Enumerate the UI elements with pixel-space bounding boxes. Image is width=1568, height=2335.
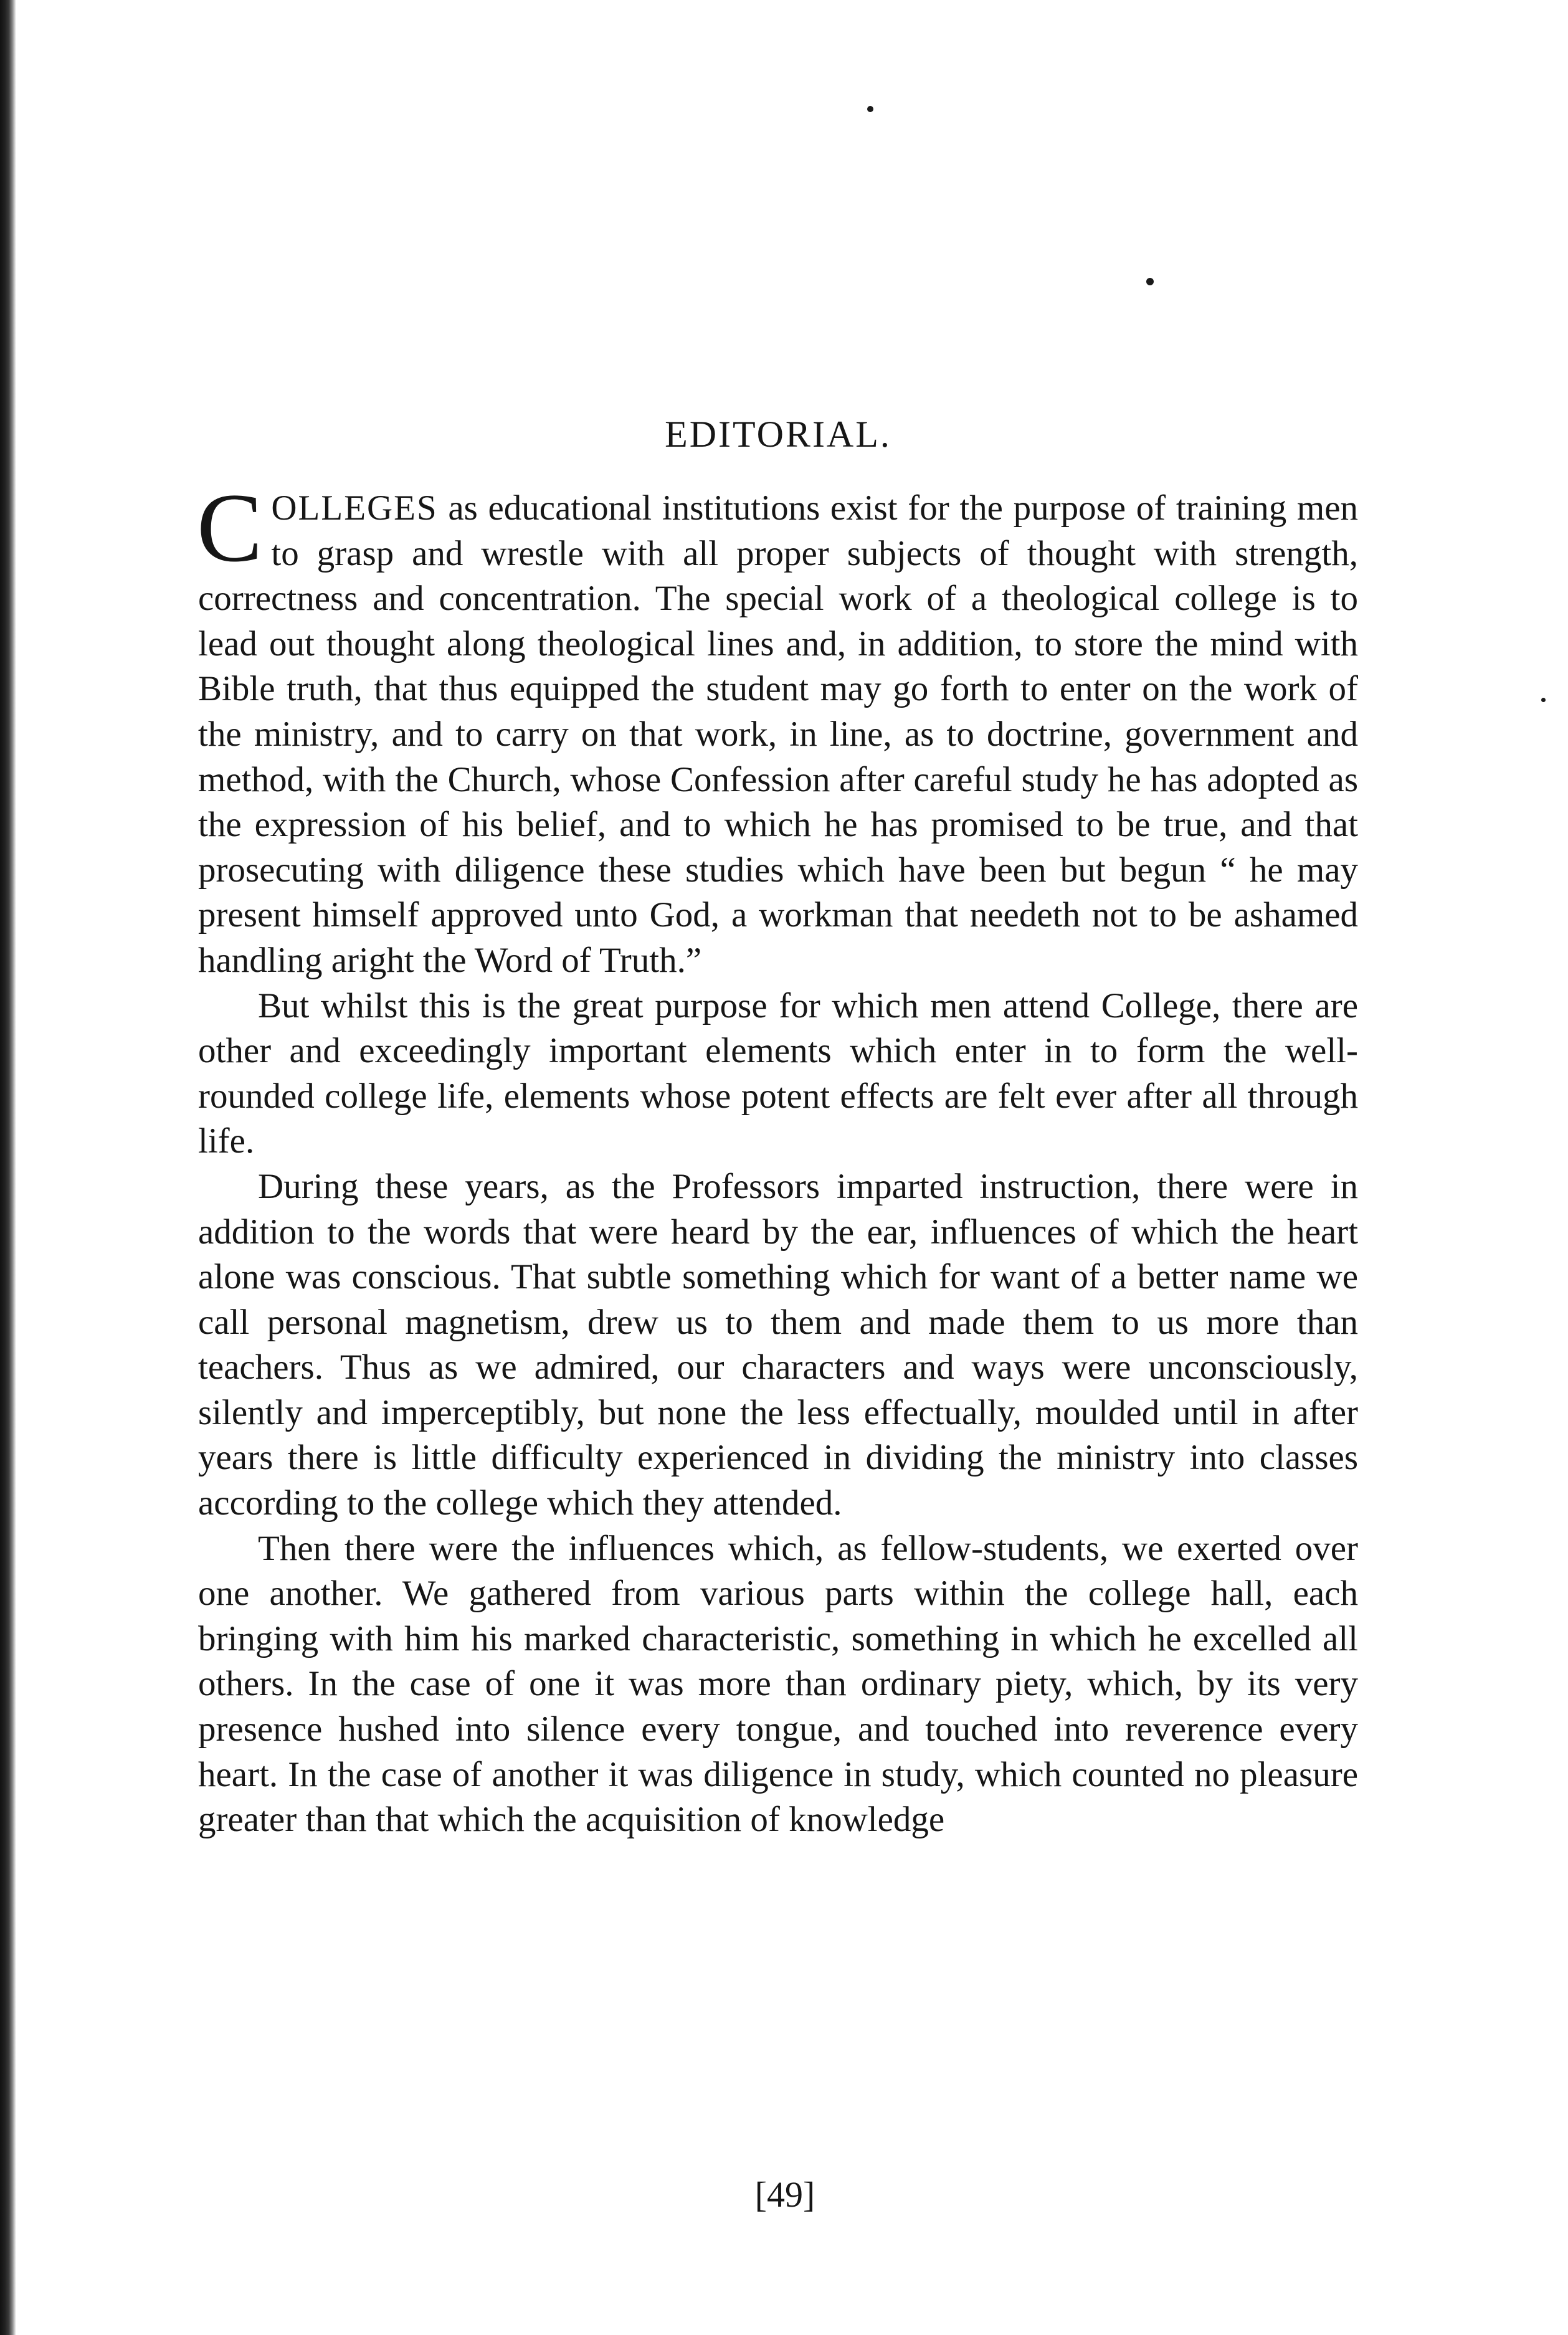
article-heading: EDITORIAL. [665,414,891,455]
opening-word: OLLEGES [271,488,438,528]
article-body [197,414,1358,1843]
ink-speck [867,106,873,112]
paragraph [197,473,1358,984]
paragraph [198,1164,1358,1526]
paragraph-text: During these years, as the Professors imparted instruction, there were in addition to the words that were heard by the ear, influences of which the heart alone was conscious. That subtle something which for want of a better name we call personal magnetism, drew us to them and made them to us more than teachers. Thus as we admired, our characters and ways were unconsciously, silently and imperceptibly, but none the less effectually, moulded until in after years there is little difficulty experienced in dividing the ministry into classes according to the college which they attended. [198,1166,1358,1523]
paragraph-text: as educational institutions exist for the purpose of training men to grasp and wrestle with all proper subjects of thought with strength, correctness and concentration. The special work of a theological college is to lead out thought along theological lines and, in addition, to store the mind with Bible truth, that thus equipped the student may go forth to enter on the work of the ministry, and to carry on that work, in line, as to doctrine, government and method, with the Church, whose Confession after careful study he has adopted as the expression of his belief, and to which he has promised to be true, and that prosecuting with diligence these studies which have been but begun “ he may present himself approved unto God, a workman that needeth not to be ashamed handling aright the Word of Truth.” [198,488,1358,980]
drop-cap: C [197,473,263,583]
paragraph [198,984,1358,1164]
paragraph [198,1526,1358,1843]
ink-speck [1541,698,1546,702]
binding-edge [0,0,16,2335]
ink-speck [1146,278,1154,285]
page-number: [49] [754,2174,815,2215]
paragraph-text: Then there were the influences which, as fellow-students, we exerted over one another. We gathered from various parts within the college hall, each bringing with him his marked characteristic, something in which he excelled all others. In the case of one it was more than ordinary piety, which, by its very presence hushed into silence every tongue, and touched into reverence every heart. In the case of another it was diligence in study, which counted no pleasure greater than that which the acquisition of knowledge [198,1528,1358,1840]
paragraph-text: But whilst this is the great purpose for which men attend College, there are other and exceedingly important elements which enter in to form the well-rounded college life, elements whose potent effects are felt ever after all through life. [198,986,1358,1161]
